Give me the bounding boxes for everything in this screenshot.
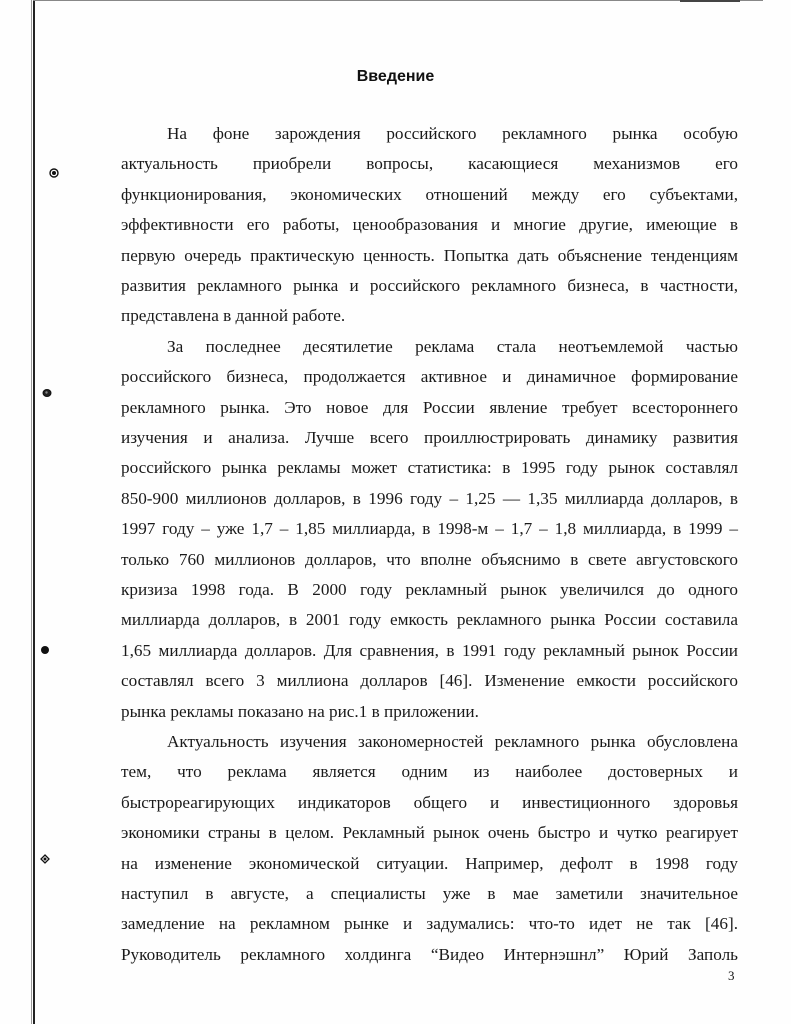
text-line	[121, 669, 738, 693]
text-line	[121, 152, 738, 176]
text-line-content: наступил в августе, а специалисты уже в мае заметили значительное	[121, 884, 738, 903]
text-line-content: Актуальность изучения закономерностей рекламного рынка обусловлена	[167, 732, 738, 751]
text-line-content: 1,65 миллиарда долларов. Для сравнения, в 1991 году рекламный рынок России	[121, 641, 738, 660]
text-line	[121, 213, 738, 237]
text-line	[121, 183, 738, 207]
text-line-content: представлена в данной работе.	[121, 306, 346, 325]
page-number: 3	[728, 968, 735, 983]
text-line	[121, 760, 738, 784]
text-line	[121, 487, 738, 511]
text-line	[121, 639, 738, 663]
text-line-content: За последнее десятилетие реклама стала неотъемлемой частью	[167, 337, 738, 356]
text-line	[167, 122, 738, 146]
text-line	[121, 700, 738, 724]
text-line-content: только 760 миллионов долларов, что вполне объяснимо в свете августовского	[121, 550, 738, 569]
scan-edge-line	[31, 0, 32, 1024]
text-line-content: рынка рекламы показано на рис.1 в приложении.	[121, 702, 479, 721]
text-line-content: эффективности его работы, ценообразования и многие другие, имеющие в	[121, 215, 738, 234]
binder-hole-icon	[40, 854, 50, 864]
text-line-content: российского бизнеса, продолжается активное и динамичное формирование	[121, 367, 738, 386]
text-line-content: рекламного рынка. Это новое для России явление требует всестороннего	[121, 398, 738, 417]
text-line	[121, 882, 738, 906]
text-line-content: замедление на рекламном рынке и задумались: что-то идет не так [46].	[121, 914, 738, 933]
text-line	[167, 335, 738, 359]
text-line-content: 1997 году – уже 1,7 – 1,85 миллиарда, в 1998-м – 1,7 – 1,8 миллиарда, в 1999 –	[121, 519, 738, 538]
binder-hole-icon	[40, 645, 50, 655]
binder-hole-icon	[49, 168, 59, 178]
page-top-border	[33, 0, 763, 1]
text-line-content: составлял всего 3 миллиона долларов [46]. Изменение емкости российского	[121, 671, 738, 690]
text-line-content: актуальность приобрели вопросы, касающиеся механизмов его	[121, 154, 738, 173]
page-top-border-mark	[680, 0, 740, 2]
text-line	[121, 852, 738, 876]
text-line-content: быстрореагирующих индикаторов общего и инвестиционного здоровья	[121, 793, 738, 812]
text-line	[121, 517, 738, 541]
text-line-content: изучения и анализа. Лучше всего проиллюстрировать динамику развития	[121, 428, 738, 447]
text-line-content: кризиза 1998 года. В 2000 году рекламный рынок увеличился до одного	[121, 580, 738, 599]
text-line	[121, 821, 738, 845]
text-line-content: На фоне зарождения российского рекламного рынка особую	[167, 124, 738, 143]
text-line-content: первую очередь практическую ценность. Попытка дать объяснение тенденциям	[121, 246, 738, 265]
text-line	[167, 730, 738, 754]
text-line	[121, 578, 738, 602]
text-line-content: 850-900 миллионов долларов, в 1996 году – 1,25 — 1,35 миллиарда долларов, в	[121, 489, 738, 508]
page-left-border	[33, 0, 35, 1024]
text-line	[121, 244, 738, 268]
text-line	[121, 426, 738, 450]
binder-hole-icon	[42, 388, 52, 398]
text-line	[121, 912, 738, 936]
text-line-content: российского рынка рекламы может статистика: в 1995 году рынок составлял	[121, 458, 738, 477]
text-line-content: экономики страны в целом. Рекламный рынок очень быстро и чутко реагирует	[121, 823, 738, 842]
text-line-content: миллиарда долларов, в 2001 году емкость рекламного рынка России составила	[121, 610, 738, 629]
section-title: Введение	[356, 68, 435, 85]
text-line-content: функционирования, экономических отношений между его субъектами,	[121, 185, 738, 204]
text-line	[121, 274, 738, 298]
text-line-content: Руководитель рекламного холдинга “Видео Интернэшнл” Юрий Заполь	[121, 945, 738, 964]
text-line-content: развития рекламного рынка и российского рекламного бизнеса, в частности,	[121, 276, 738, 295]
text-line	[121, 548, 738, 572]
text-line	[121, 943, 738, 967]
text-line	[121, 456, 738, 480]
text-line	[121, 791, 738, 815]
text-line	[121, 304, 738, 328]
text-line	[121, 365, 738, 389]
text-line-content: тем, что реклама является одним из наиболее достоверных и	[121, 762, 738, 781]
text-line	[121, 608, 738, 632]
text-line-content: на изменение экономической ситуации. Например, дефолт в 1998 году	[121, 854, 738, 873]
text-line	[121, 396, 738, 420]
